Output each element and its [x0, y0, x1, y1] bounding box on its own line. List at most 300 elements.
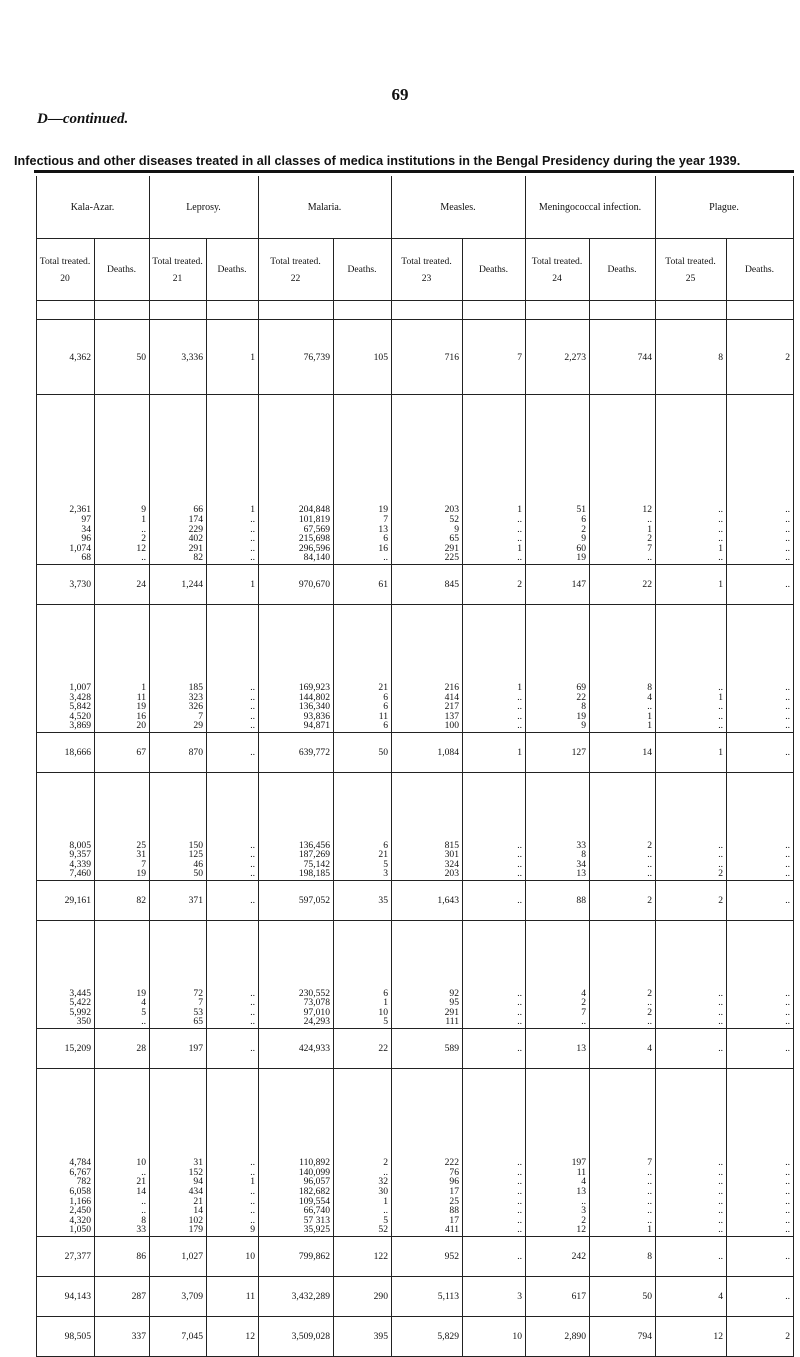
cell-value: 11 [576, 1166, 586, 1178]
table-cell [463, 605, 526, 733]
cell-value: .. [517, 1195, 522, 1207]
cell-value: 136,456 [298, 839, 330, 851]
cell-value: 19 [136, 701, 146, 713]
table-cell [526, 881, 590, 921]
cell-value: 1,027 [181, 1251, 203, 1262]
cell-value: 794 [637, 1331, 652, 1342]
cell-value: 82 [136, 895, 146, 906]
table-cell [463, 1069, 526, 1237]
cell-value: 21 [378, 849, 388, 861]
table-cell [727, 1029, 794, 1069]
cell-value: 197 [188, 1043, 203, 1054]
cell-value: 33 [136, 1224, 146, 1236]
cell-value: 6 [383, 701, 388, 713]
cell-value: 187,269 [298, 849, 330, 861]
cell-value: .. [647, 997, 652, 1009]
spacer-cell [590, 301, 656, 320]
table-cell [95, 1237, 150, 1277]
cell-value: .. [718, 858, 723, 870]
cell-value: 12 [245, 1331, 255, 1342]
cell-value: .. [517, 523, 522, 535]
cell-value: 799,862 [298, 1251, 330, 1262]
table-cell [37, 320, 95, 395]
cell-value: 4 [647, 691, 652, 703]
table-cell [334, 1237, 392, 1277]
cell-value: .. [250, 849, 255, 861]
table-cell [656, 881, 727, 921]
cell-value: .. [718, 720, 723, 732]
table-cell [207, 733, 259, 773]
cell-value: 31 [193, 1157, 203, 1169]
table-cell [526, 1237, 590, 1277]
cell-value: .. [785, 579, 790, 590]
cell-value: .. [647, 1205, 652, 1217]
cell-value: 2 [647, 1006, 652, 1018]
table-cell [463, 1237, 526, 1277]
table-caption: Infectious and other diseases treated in all classes of medica institutions in the Bengal Presidency during the year 1939. [14, 154, 741, 168]
table-cell [207, 1237, 259, 1277]
cell-value: .. [250, 997, 255, 1009]
cell-value: 2 [647, 839, 652, 851]
table-cell [392, 605, 463, 733]
table-cell [334, 881, 392, 921]
total-row [37, 1317, 794, 1357]
table-cell [590, 320, 656, 395]
table-cell [37, 605, 95, 733]
table-cell [259, 1237, 334, 1277]
cell-value: 18,666 [64, 747, 91, 758]
cell-value: .. [383, 1205, 388, 1217]
cell-value: 1,074 [69, 542, 91, 554]
cell-value: 2 [785, 351, 790, 363]
table-cell [150, 773, 207, 881]
table-cell [392, 565, 463, 605]
table-cell [150, 881, 207, 921]
cell-value: 1 [517, 504, 522, 516]
cell-value: 13 [378, 523, 388, 535]
cell-value: 3 [581, 1205, 586, 1217]
cell-value: 8 [718, 351, 723, 363]
cell-value: 402 [188, 533, 203, 545]
cell-value: .. [785, 1166, 790, 1178]
cell-value: .. [517, 720, 522, 732]
cell-value: .. [718, 1214, 723, 1226]
table-cell [259, 320, 334, 395]
cell-value: 9 [250, 1224, 255, 1236]
cell-value: 6 [383, 691, 388, 703]
table-cell [727, 1237, 794, 1277]
cell-value: 1 [250, 1176, 255, 1188]
cell-value: .. [581, 1195, 586, 1207]
table-cell [656, 733, 727, 773]
cell-value: .. [718, 1251, 723, 1262]
cell-value: .. [647, 868, 652, 880]
disease-statistics-table [36, 176, 794, 1357]
cell-value: 1 [141, 514, 146, 526]
table-cell [259, 395, 334, 565]
cell-value: 100 [444, 720, 459, 732]
cell-value: 111 [445, 1016, 459, 1028]
cell-value: 7 [581, 1006, 586, 1018]
cell-value: .. [718, 710, 723, 722]
table-cell [526, 1317, 590, 1357]
cell-value: 97,010 [303, 1006, 330, 1018]
cell-value: .. [785, 1186, 790, 1198]
table-cell [150, 605, 207, 733]
cell-value: 6,767 [69, 1166, 91, 1178]
column-number: 24 [552, 272, 562, 284]
cell-value: 4 [581, 1176, 586, 1188]
cell-value: 395 [373, 1331, 388, 1342]
spacer-cell [392, 301, 463, 320]
spacer-cell [727, 301, 794, 320]
cell-value: 19 [576, 552, 586, 564]
cell-value: 13 [576, 1043, 586, 1054]
cell-value: 1,050 [69, 1224, 91, 1236]
cell-value: .. [718, 552, 723, 564]
cell-value: .. [785, 1291, 790, 1302]
cell-value: 12 [576, 1224, 586, 1236]
table-cell [392, 395, 463, 565]
deaths-header: Deaths. [334, 239, 392, 301]
cell-value: .. [785, 1157, 790, 1169]
total-treated-label: Total treated. [152, 255, 203, 267]
table-cell [656, 1069, 727, 1237]
cell-value: .. [517, 1006, 522, 1018]
cell-value: 2,273 [564, 351, 586, 363]
cell-value: 1 [718, 579, 723, 590]
cell-value: .. [517, 552, 522, 564]
table-cell [150, 395, 207, 565]
cell-value: 1,244 [181, 579, 203, 590]
cell-value: 952 [444, 1251, 459, 1262]
cell-value: 1,643 [437, 895, 459, 906]
cell-value: .. [141, 552, 146, 564]
table-cell [37, 733, 95, 773]
total-treated-label: Total treated. [270, 255, 321, 267]
spacer-cell [334, 301, 392, 320]
cell-value: 6 [581, 514, 586, 526]
cell-value: 98,505 [64, 1331, 91, 1342]
cell-value: .. [785, 997, 790, 1009]
cell-value: .. [517, 997, 522, 1009]
total-treated-header [656, 239, 727, 301]
table-cell [526, 1029, 590, 1069]
table-cell [727, 1277, 794, 1317]
cell-value: .. [785, 504, 790, 516]
table-cell [656, 1237, 727, 1277]
table-cell [727, 605, 794, 733]
table-cell [463, 733, 526, 773]
cell-value: .. [250, 1186, 255, 1198]
cell-value: 782 [76, 1176, 91, 1188]
table-cell [590, 565, 656, 605]
cell-value: 72 [193, 987, 203, 999]
cell-value: .. [517, 1176, 522, 1188]
table-cell [392, 881, 463, 921]
cell-value: 287 [131, 1291, 146, 1302]
cell-value: .. [785, 542, 790, 554]
cell-value: .. [517, 1157, 522, 1169]
table-cell [95, 881, 150, 921]
table-cell [392, 1237, 463, 1277]
cell-value: 6,058 [69, 1186, 91, 1198]
cell-value: 11 [245, 1291, 255, 1302]
cell-value: .. [785, 839, 790, 851]
cell-value: 291 [444, 542, 459, 554]
table-cell [259, 773, 334, 881]
total-treated-label: Total treated. [665, 255, 716, 267]
cell-value: 597,052 [298, 895, 330, 906]
table-cell [392, 733, 463, 773]
table-cell [526, 733, 590, 773]
table-cell [727, 565, 794, 605]
table-cell [526, 1069, 590, 1237]
total-treated-label: Total treated. [39, 255, 91, 267]
table-cell [150, 1029, 207, 1069]
cell-value: .. [647, 849, 652, 861]
cell-value: .. [141, 1016, 146, 1028]
cell-value: .. [517, 1251, 522, 1262]
cell-value: .. [517, 839, 522, 851]
cell-value: .. [250, 868, 255, 880]
cell-value: .. [383, 1166, 388, 1178]
table-cell [526, 773, 590, 881]
cell-value: .. [250, 839, 255, 851]
cell-value: 225 [444, 552, 459, 564]
cell-value: .. [517, 895, 522, 906]
cell-value: 1 [383, 1195, 388, 1207]
cell-value: 65 [193, 1016, 203, 1028]
cell-value: .. [785, 1006, 790, 1018]
table-cell [150, 565, 207, 605]
cell-value: .. [718, 1195, 723, 1207]
table-cell [656, 1277, 727, 1317]
table-cell [727, 1317, 794, 1357]
cell-value: 8 [647, 682, 652, 694]
cell-value: 60 [576, 542, 586, 554]
cell-value: 222 [444, 1157, 459, 1169]
cell-value: 9,357 [69, 849, 91, 861]
table-cell [334, 733, 392, 773]
cell-value: 50 [378, 747, 388, 758]
deaths-header: Deaths. [95, 239, 150, 301]
cell-value: 2,450 [69, 1205, 91, 1217]
cell-value: 86 [136, 1251, 146, 1262]
cell-value: .. [141, 1205, 146, 1217]
cell-value: 7 [141, 858, 146, 870]
cell-value: 61 [378, 579, 388, 590]
table-cell [334, 605, 392, 733]
cell-value: 29,161 [64, 895, 91, 906]
cell-value: 2 [581, 997, 586, 1009]
cell-value: 6 [383, 839, 388, 851]
disease-header-row [37, 176, 794, 239]
section-label: D—continued. [37, 111, 129, 127]
cell-value: .. [250, 523, 255, 535]
cell-value: 33 [576, 839, 586, 851]
cell-value: 57 313 [303, 1214, 330, 1226]
spacer-cell [95, 301, 150, 320]
cell-value: 7 [198, 997, 203, 1009]
cell-value: 110,892 [299, 1157, 330, 1169]
cell-value: .. [718, 1205, 723, 1217]
cell-value: 53 [193, 1006, 203, 1018]
cell-value: 24 [136, 579, 146, 590]
cell-value: 326 [188, 701, 203, 713]
cell-value: .. [647, 1186, 652, 1198]
cell-value: 6 [383, 720, 388, 732]
total-row [37, 881, 794, 921]
table-cell [207, 921, 259, 1029]
cell-value: 50 [642, 1291, 652, 1302]
cell-value: 5,829 [437, 1331, 459, 1342]
cell-value: .. [517, 514, 522, 526]
table-cell [463, 1317, 526, 1357]
cell-value: 140,099 [298, 1166, 330, 1178]
cell-value: 970,670 [298, 579, 330, 590]
cell-value: 92 [449, 987, 459, 999]
table-cell [334, 1069, 392, 1237]
cell-value: 1 [517, 747, 522, 758]
cell-value: 8,005 [69, 839, 91, 851]
cell-value: 371 [188, 895, 203, 906]
table-cell [463, 395, 526, 565]
cell-value: .. [718, 514, 723, 526]
table-cell [259, 1317, 334, 1357]
cell-value: 242 [571, 1251, 586, 1262]
table-cell [526, 565, 590, 605]
cell-value: 1 [383, 997, 388, 1009]
cell-value: 3 [517, 1291, 522, 1302]
table-cell [334, 921, 392, 1029]
cell-value: 2 [718, 868, 723, 880]
cell-value: .. [517, 1166, 522, 1178]
table-cell [259, 1069, 334, 1237]
detail-row [37, 1069, 794, 1237]
disease-header: Malaria. [259, 176, 392, 239]
cell-value: .. [718, 701, 723, 713]
cell-value: 122 [373, 1251, 388, 1262]
table-cell [590, 881, 656, 921]
cell-value: 19 [136, 868, 146, 880]
cell-value: 424,933 [298, 1043, 330, 1054]
cell-value: .. [785, 1043, 790, 1054]
cell-value: .. [250, 1016, 255, 1028]
table-cell [207, 881, 259, 921]
cell-value: 1,007 [69, 682, 91, 694]
table-cell [259, 1029, 334, 1069]
table-cell [334, 395, 392, 565]
cell-value: .. [785, 1251, 790, 1262]
cell-value: .. [250, 747, 255, 758]
cell-value: 6 [383, 533, 388, 545]
deaths-header: Deaths. [207, 239, 259, 301]
table-cell [590, 1317, 656, 1357]
cell-value: 21 [193, 1195, 203, 1207]
cell-value: 291 [188, 542, 203, 554]
cell-value: .. [250, 533, 255, 545]
cell-value: 29 [193, 720, 203, 732]
cell-value: 716 [444, 351, 459, 363]
cell-value: 2 [718, 895, 723, 906]
deaths-header: Deaths. [463, 239, 526, 301]
cell-value: 69 [576, 682, 586, 694]
cell-value: 7 [647, 1157, 652, 1169]
table-cell [392, 1029, 463, 1069]
cell-value: 815 [444, 839, 459, 851]
cell-value: 323 [188, 691, 203, 703]
cell-value: .. [718, 1176, 723, 1188]
table-cell [526, 605, 590, 733]
cell-value: 3,336 [181, 351, 203, 363]
cell-value: .. [250, 1166, 255, 1178]
table-cell [95, 320, 150, 395]
cell-value: 65 [449, 533, 459, 545]
cell-value: 7 [383, 514, 388, 526]
cell-value: 182,682 [298, 1186, 330, 1198]
total-treated-header [37, 239, 95, 301]
cell-value: 125 [188, 849, 203, 861]
cell-value: 169,923 [298, 682, 330, 694]
cell-value: 204,848 [298, 504, 330, 516]
cell-value: .. [718, 1016, 723, 1028]
table-cell [259, 733, 334, 773]
deaths-header: Deaths. [727, 239, 794, 301]
cell-value: 94,871 [303, 720, 330, 732]
cell-value: 2 [141, 533, 146, 545]
table-cell [590, 395, 656, 565]
cell-value: .. [141, 1166, 146, 1178]
cell-value: 147 [571, 579, 586, 590]
cell-value: 10 [136, 1157, 146, 1169]
table-cell [207, 1029, 259, 1069]
cell-value: 1 [250, 579, 255, 590]
cell-value: 95 [449, 997, 459, 1009]
table-cell [526, 320, 590, 395]
cell-value: .. [647, 552, 652, 564]
cell-value: .. [785, 710, 790, 722]
table-cell [259, 1277, 334, 1317]
cell-value: .. [517, 1214, 522, 1226]
cell-value: .. [718, 987, 723, 999]
cell-value: 1,084 [437, 747, 459, 758]
cell-value: .. [718, 533, 723, 545]
cell-value: .. [250, 895, 255, 906]
table-cell [334, 320, 392, 395]
cell-value: .. [517, 1043, 522, 1054]
disease-header: Measles. [392, 176, 526, 239]
cell-value: 5 [383, 1016, 388, 1028]
spacer-cell [526, 301, 590, 320]
table-cell [656, 1317, 727, 1357]
cell-value: 13 [576, 868, 586, 880]
cell-value: .. [718, 1043, 723, 1054]
table-cell [463, 320, 526, 395]
cell-value: 32 [378, 1176, 388, 1188]
cell-value: 19 [136, 987, 146, 999]
cell-value: 434 [188, 1186, 203, 1198]
cell-value: 12 [642, 504, 652, 516]
disease-header: Leprosy. [150, 176, 259, 239]
cell-value: .. [250, 710, 255, 722]
cell-value: 4 [647, 1043, 652, 1054]
cell-value: .. [718, 1006, 723, 1018]
table-cell [37, 395, 95, 565]
cell-value: .. [517, 710, 522, 722]
cell-value: 3,445 [69, 987, 91, 999]
cell-value: 2 [581, 1214, 586, 1226]
